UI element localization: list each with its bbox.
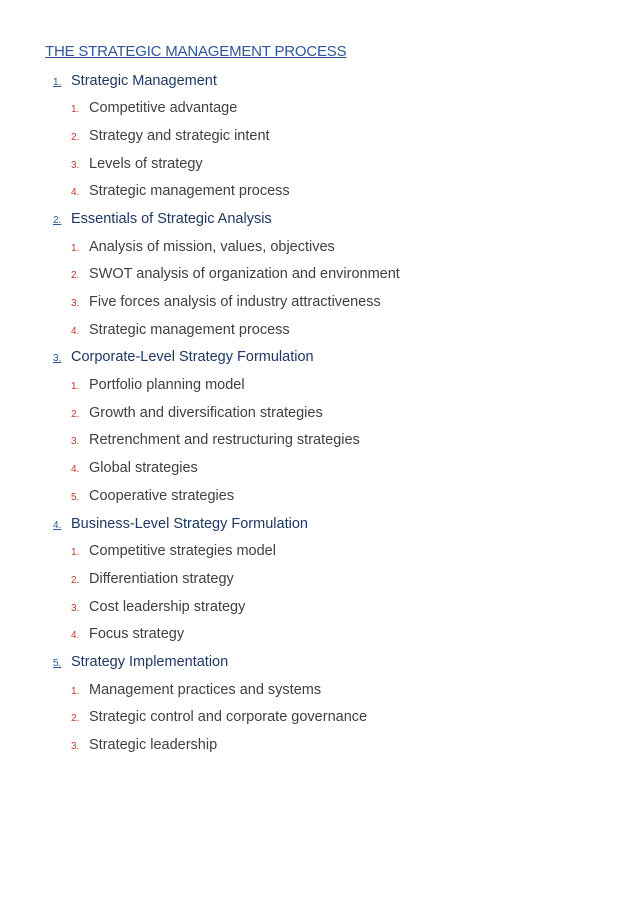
section-heading-number: 2. — [53, 214, 62, 226]
list-item-label: Strategy and strategic intent — [89, 127, 270, 144]
section-heading — [0, 68, 640, 96]
list-item — [0, 566, 640, 594]
list-item-label: Analysis of mission, values, objectives — [89, 238, 335, 255]
list-item — [0, 123, 640, 151]
section-heading-label: Strategic Management — [71, 72, 217, 89]
section-heading — [0, 511, 640, 539]
list-item-label: Portfolio planning model — [89, 377, 245, 394]
list-item-label: Levels of strategy — [89, 155, 203, 172]
list-item-label: Retrenchment and restructuring strategies — [89, 432, 360, 449]
list-item — [0, 483, 640, 511]
list-item-label: Differentiation strategy — [89, 570, 234, 587]
list-item — [0, 400, 640, 428]
list-item-label: Strategic management process — [89, 321, 290, 338]
list-item-number: 3. — [71, 741, 80, 752]
list-item — [0, 151, 640, 179]
list-item-number: 2. — [71, 574, 80, 586]
list-item-label: Competitive strategies model — [89, 543, 276, 560]
section-heading-number: 5. — [53, 657, 62, 669]
list-item — [0, 372, 640, 400]
list-item-number: 3. — [71, 298, 80, 309]
list-item — [0, 732, 640, 760]
list-item-label: Focus strategy — [89, 626, 185, 643]
section-heading-label: Business-Level Strategy Formulation — [71, 515, 308, 532]
list-item-label: Strategic leadership — [89, 737, 218, 753]
list-item — [0, 95, 640, 123]
list-item — [0, 178, 640, 206]
list-item-number: 3. — [71, 436, 80, 448]
section-heading-label: Corporate-Level Strategy Formulation — [71, 349, 314, 366]
list-item-number: 1. — [71, 547, 80, 559]
list-item-number: 2. — [71, 713, 80, 725]
section-heading-number: 4. — [53, 519, 62, 531]
list-item-number: 2. — [71, 270, 80, 282]
list-item — [0, 427, 640, 455]
section-heading — [0, 206, 640, 234]
list-item-number: 1. — [71, 242, 80, 254]
list-item — [0, 455, 640, 483]
section-heading-number: 1. — [53, 76, 62, 88]
list-item-label: Five forces analysis of industry attractiveness — [89, 294, 381, 310]
list-item-label: Competitive advantage — [89, 100, 238, 117]
list-item-number: 1. — [71, 104, 80, 116]
list-item-label: Global strategies — [89, 460, 198, 477]
list-item-label: Management practices and systems — [89, 681, 322, 698]
list-item-number: 3. — [71, 159, 80, 171]
list-item — [0, 594, 640, 622]
list-item-label: Cooperative strategies — [89, 487, 235, 504]
list-item — [0, 234, 640, 262]
list-item-number: 4. — [71, 187, 80, 199]
list-item-number: 3. — [71, 602, 80, 614]
section-heading-label: Strategy Implementation — [71, 653, 229, 670]
list-item — [0, 677, 640, 705]
list-item — [0, 621, 640, 649]
list-item — [0, 261, 640, 289]
list-item-number: 4. — [71, 630, 80, 642]
list-item — [0, 538, 640, 566]
list-item-number: 2. — [71, 408, 80, 420]
section-heading-label: Essentials of Strategic Analysis — [71, 210, 272, 227]
section-heading — [0, 649, 640, 677]
list-item-number: 5. — [71, 491, 80, 503]
list-item — [0, 704, 640, 732]
outline-list — [0, 68, 640, 760]
list-item-number: 1. — [71, 685, 80, 697]
section-heading-number: 3. — [53, 353, 62, 365]
section-heading — [0, 344, 640, 372]
list-item-label: Cost leadership strategy — [89, 598, 246, 615]
list-item-number: 2. — [71, 131, 80, 143]
document-title: THE STRATEGIC MANAGEMENT PROCESS — [45, 43, 347, 60]
list-item-number: 4. — [71, 325, 80, 337]
list-item-label: Strategic control and corporate governance — [89, 709, 368, 726]
list-item-label: Growth and diversification strategies — [89, 404, 323, 421]
list-item — [0, 317, 640, 345]
list-item-number: 1. — [71, 381, 80, 393]
list-item-label: Strategic management process — [89, 183, 290, 200]
list-item — [0, 289, 640, 317]
list-item-label: SWOT analysis of organization and environment — [89, 266, 400, 283]
list-item-number: 4. — [71, 464, 80, 476]
